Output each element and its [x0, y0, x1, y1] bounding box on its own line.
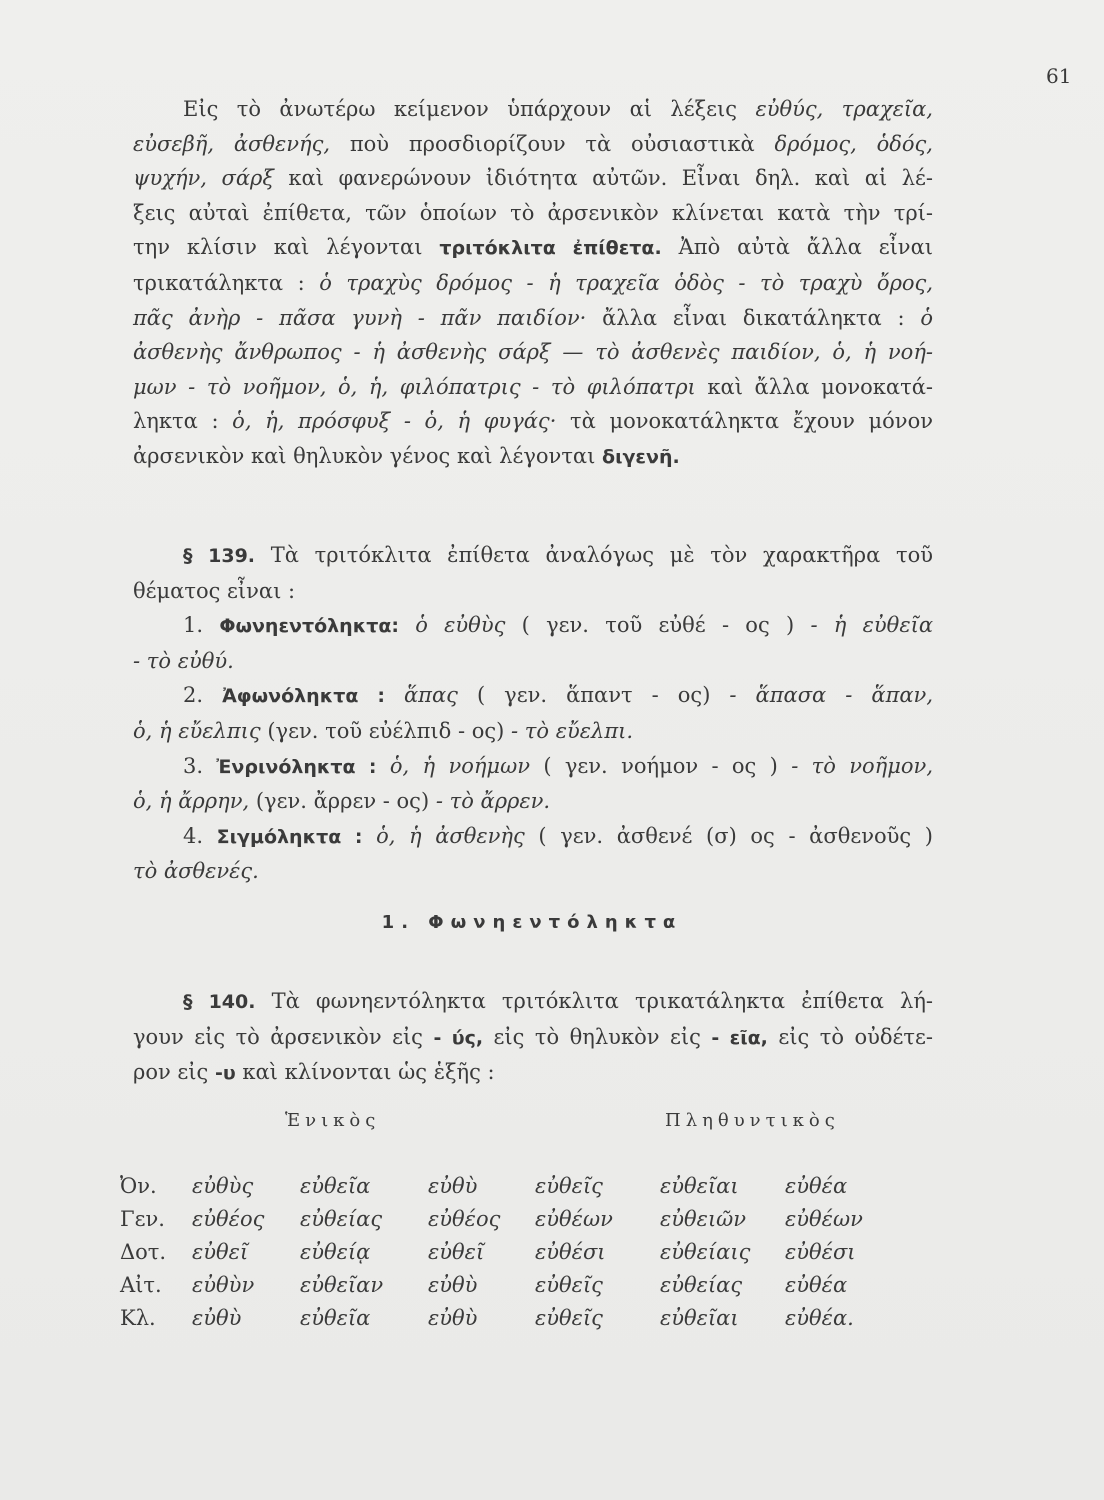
- text-run: ρον εἰς: [133, 1060, 215, 1085]
- plural-header: Πληθυντικὸς: [665, 1110, 840, 1131]
- text-line: [133, 749, 933, 785]
- text-line: [133, 1020, 933, 1056]
- declension-form: εὐθεῖαι: [660, 1306, 739, 1330]
- case-label: Ὀν.: [120, 1174, 157, 1198]
- declension-form: εὐθέσι: [535, 1240, 606, 1264]
- declension-form: εὐθεῖα: [300, 1174, 371, 1198]
- text-line: [133, 230, 933, 266]
- declension-form: εὐθὺς: [192, 1174, 254, 1198]
- bold-run: Σιγμόληκτα :: [216, 825, 363, 848]
- text-line: [133, 266, 933, 301]
- italic-run: ὁ: [920, 305, 933, 330]
- singular-header: Ἑνικὸς: [285, 1110, 381, 1131]
- text-line: [133, 161, 933, 196]
- italic-run: ὁ τραχὺς δρόμος - ἡ τραχεῖα ὁδὸς - τὸ τραχὺ ὄρος,: [319, 270, 933, 295]
- declension-form: εὐθεῖα: [300, 1306, 371, 1330]
- declension-form: εὐθέος: [428, 1207, 501, 1231]
- italic-run: ἅπας: [403, 683, 458, 708]
- declension-form: εὐθεῖς: [535, 1174, 603, 1198]
- text-run: [362, 824, 376, 848]
- text-run: την κλίσιν καὶ λέγονται: [133, 235, 440, 260]
- heading-vowel-stems: 1. Φωνηεντόληκτα: [381, 912, 683, 933]
- italic-run: ὁ, ἡ, πρόσφυξ - ὁ, ἡ φυγάς·: [232, 409, 557, 434]
- text-run: εἰς τὸ οὐδέτε-: [767, 1024, 933, 1049]
- text-run: τρικατάληκτα :: [133, 270, 320, 295]
- text-run: ἀρσενικὸν καὶ θηλυκὸν γένος καὶ λέγονται: [133, 443, 603, 468]
- text-run: εἰς τὸ θηλυκὸν εἰς: [483, 1024, 712, 1049]
- italic-run: - ἅπασα - ἅπαν,: [729, 683, 933, 708]
- text-line: [133, 196, 933, 231]
- bold-run: Φωνηεντόληκτα:: [219, 615, 399, 638]
- declension-form: εὐθείᾳ: [300, 1240, 371, 1264]
- text-line: [133, 784, 933, 819]
- text-run: ληκτα :: [133, 409, 233, 434]
- text-line: [133, 301, 933, 336]
- declension-form: εὐθὺ: [192, 1306, 242, 1330]
- case-label: Αἰτ.: [120, 1273, 162, 1297]
- text-line: [133, 1055, 933, 1091]
- case-label: Γεν.: [120, 1207, 165, 1231]
- italic-run: ὁ, ἡ ἄρρην,: [133, 789, 250, 814]
- text-line: [133, 127, 933, 162]
- text-line: [133, 370, 933, 405]
- text-run: ποὺ προσδιορίζουν τὰ οὐσιαστικὰ: [330, 131, 775, 156]
- text-run: καὶ ἄλλα μονοκατά-: [695, 374, 933, 399]
- declension-form: εὐθὺν: [192, 1273, 255, 1297]
- italic-run: πᾶς ἀνὴρ - πᾶσα γυνὴ - πᾶν παιδίον·: [133, 305, 587, 330]
- declension-form: εὐθεῖαν: [300, 1273, 384, 1297]
- declension-form: εὐθείαις: [660, 1240, 751, 1264]
- text-run: ( γεν. ἅπαντ - ος): [457, 683, 730, 708]
- text-run: [385, 683, 404, 707]
- italic-run: εὐσεβῆ, ἀσθενής,: [133, 131, 331, 156]
- italic-run: ὁ εὐθὺς: [415, 613, 506, 638]
- text-line: [133, 335, 933, 370]
- case-label: Δοτ.: [120, 1240, 167, 1264]
- italic-run: - τὸ ἄρρεν.: [435, 789, 551, 814]
- text-run: γουν εἰς τὸ ἀρσενικὸν εἰς: [133, 1024, 434, 1049]
- declension-form: εὐθείας: [660, 1273, 743, 1297]
- declension-form: εὐθέος: [192, 1207, 265, 1231]
- declension-form: εὐθέα: [785, 1174, 848, 1198]
- text-line: [133, 608, 933, 644]
- text-run: [376, 754, 389, 778]
- italic-run: - ἡ εὐθεῖα: [810, 613, 934, 638]
- italic-run: εὐθύς, τραχεῖα,: [755, 97, 933, 121]
- italic-run: μων - τὸ νοῆμον, ὁ, ἡ, φιλόπατρις - τὸ φιλόπατρι: [133, 374, 696, 399]
- text-line: [133, 404, 933, 439]
- declension-form: εὐθεῖ: [428, 1240, 485, 1264]
- declension-form: εὐθέα.: [785, 1306, 854, 1330]
- text-run: Ἀπὸ αὐτὰ ἄλλα εἶναι: [661, 235, 933, 260]
- text-line: [133, 714, 933, 749]
- declension-form: εὐθεῖαι: [660, 1174, 739, 1198]
- declension-form: εὐθέων: [535, 1207, 613, 1231]
- text-line: [133, 854, 933, 889]
- page-number: 61: [1046, 64, 1072, 88]
- declension-form: εὐθὺ: [428, 1306, 478, 1330]
- section-139: [133, 538, 933, 889]
- text-run: 4.: [183, 823, 217, 848]
- italic-run: - τὸ νοῆμον,: [791, 753, 933, 778]
- text-line: [133, 574, 933, 609]
- text-run: θέματος εἶναι :: [133, 578, 296, 603]
- declension-form: εὐθέσι: [785, 1240, 856, 1264]
- declension-form: εὐθέων: [785, 1207, 863, 1231]
- text-run: ( γεν. τοῦ εὐθέ - ος ): [505, 613, 811, 638]
- bold-run: § 140.: [183, 991, 256, 1013]
- text-run: 2.: [183, 683, 223, 708]
- bold-run: - ύς,: [433, 1026, 484, 1049]
- text-run: ( γεν. νοήμον - ος ): [529, 753, 792, 778]
- text-run: Τὰ τριτόκλιτα ἐπίθετα ἀναλόγως μὲ τὸν χαρακτῆρα τοῦ: [255, 543, 933, 567]
- italic-run: ὁ, ἡ εὔελπις: [133, 718, 261, 743]
- text-line: [133, 538, 933, 574]
- bold-run: - εῖα,: [711, 1026, 768, 1049]
- declension-form: εὐθεῖς: [535, 1273, 603, 1297]
- bold-run: διγενῆ.: [602, 445, 680, 468]
- text-run: καὶ φανερώνουν ἰδιότητα αὐτῶν. Εἶναι δηλ. καὶ αἱ λέ-: [273, 166, 933, 191]
- text-run: 1.: [183, 613, 220, 638]
- italic-run: - τὸ εὐθύ.: [133, 648, 234, 673]
- bold-run: -υ: [214, 1062, 236, 1085]
- italic-run: τὸ ἀσθενές.: [133, 859, 259, 884]
- italic-run: ἀσθενὴς ἄνθρωπος - ἡ ἀσθενὴς σάρξ — τὸ ἀσθενὲς παιδίον, ὁ, ἡ νοή-: [133, 340, 933, 365]
- text-run: [399, 613, 415, 637]
- bold-run: τριτόκλιτα ἐπίθετα.: [439, 237, 662, 260]
- text-run: τὰ μονοκατάληκτα ἔχουν μόνον: [556, 409, 933, 434]
- italic-run: ὁ, ἡ νοήμων: [389, 753, 530, 778]
- declension-form: εὐθὺ: [428, 1174, 478, 1198]
- text-run: ξεις αὐταὶ ἐπίθετα, τῶν ὁποίων τὸ ἀρσενικὸν κλίνεται κατὰ τὴν τρί-: [133, 200, 933, 225]
- paragraph-intro: [133, 92, 933, 475]
- text-run: ἄλλα εἶναι δικατάληκτα :: [586, 305, 921, 330]
- bold-run: § 139.: [183, 545, 256, 567]
- italic-run: ψυχήν, σάρξ: [133, 166, 274, 191]
- declension-form: εὐθέα: [785, 1273, 848, 1297]
- section-140: [133, 984, 933, 1091]
- text-run: (γεν. ἄρρεν - ος): [249, 789, 436, 814]
- italic-run: - τὸ εὔελπι.: [511, 718, 634, 743]
- bold-run: Ἐνρινόληκτα :: [216, 755, 377, 778]
- case-label: Κλ.: [120, 1306, 156, 1330]
- text-run: Εἰς τὸ ἀνωτέρω κείμενον ὑπάρχουν αἱ λέξεις: [183, 97, 756, 121]
- text-run: (γεν. τοῦ εὐέλπιδ - ος): [260, 718, 512, 743]
- bold-run: Ἀφωνόληκτα :: [222, 685, 385, 708]
- text-line: [133, 92, 933, 127]
- text-run: Τὰ φωνηεντόληκτα τριτόκλιτα τρικατάληκτα ἐπίθετα λή-: [255, 989, 933, 1013]
- italic-run: ὁ, ἡ ἀσθενὴς: [376, 823, 525, 848]
- text-run: ( γεν. ἀσθενέ (σ) ος - ἀσθενοῦς ): [524, 823, 933, 848]
- italic-run: δρόμος, ὁδός,: [774, 131, 933, 156]
- declension-form: εὐθείας: [300, 1207, 383, 1231]
- text-line: [133, 819, 933, 855]
- text-line: [133, 984, 933, 1020]
- text-line: [133, 678, 933, 714]
- declension-form: εὐθειῶν: [660, 1207, 747, 1231]
- text-line: [133, 439, 933, 475]
- text-run: καὶ κλίνονται ὡς ἑξῆς :: [235, 1060, 495, 1085]
- declension-form: εὐθὺ: [428, 1273, 478, 1297]
- text-line: [133, 644, 933, 679]
- declension-form: εὐθεῖ: [192, 1240, 249, 1264]
- declension-form: εὐθεῖς: [535, 1306, 603, 1330]
- text-run: 3.: [183, 753, 217, 778]
